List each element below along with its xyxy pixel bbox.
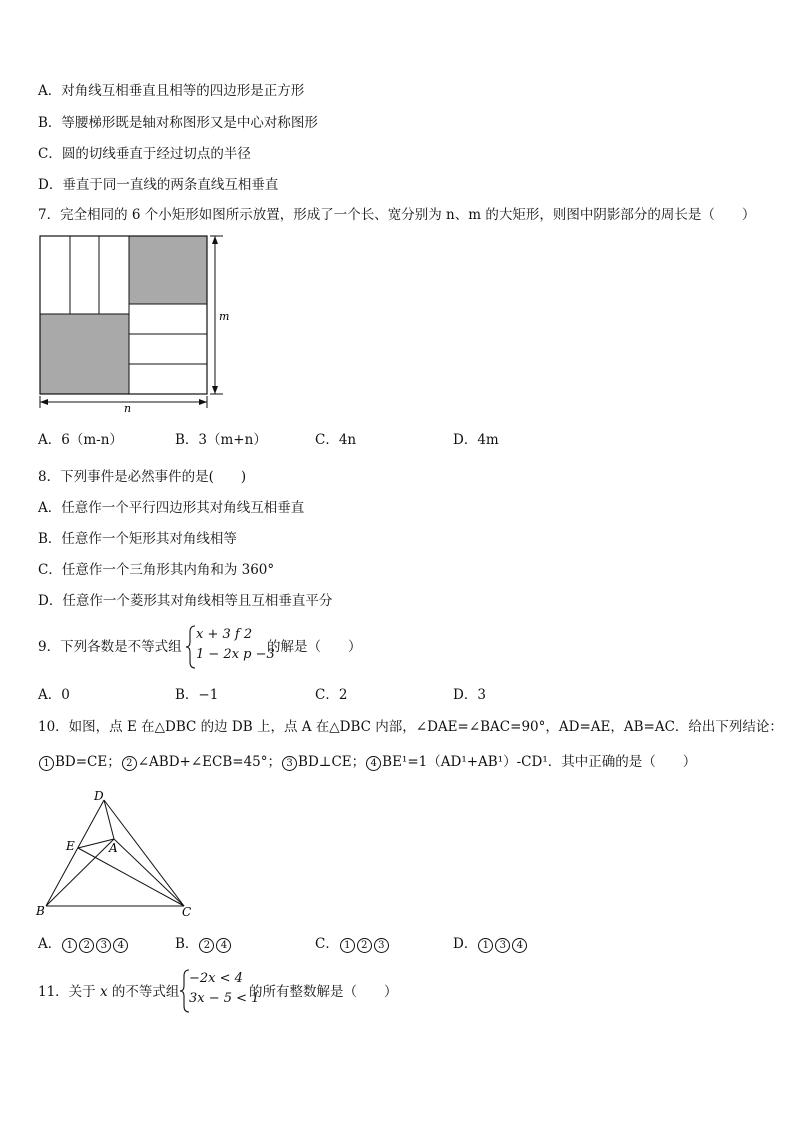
shaded-square-bottom-left bbox=[40, 314, 129, 394]
q10-option-a: A． 1 2 3 4 bbox=[38, 935, 129, 953]
q8-option-c: C．任意作一个三角形其内角和为 360° bbox=[38, 562, 275, 578]
q6-option-b: B．等腰梯形既是轴对称图形又是中心对称图形 bbox=[38, 115, 318, 131]
q10-conclusions bbox=[38, 753, 696, 771]
q9-inequality-1: x + 3 f 2 bbox=[196, 627, 253, 642]
conclusion-4: BE¹=1（AD¹+AB¹）-CD¹．其中正确的是（ ） bbox=[382, 754, 697, 770]
q9-option-b: B．−1 bbox=[175, 687, 219, 703]
label-n: n bbox=[124, 402, 132, 415]
q7-option-c: C．4n bbox=[315, 432, 357, 448]
shaded-square-top-right bbox=[129, 236, 207, 304]
q7-option-b: B．3（m+n） bbox=[175, 432, 267, 448]
conclusion-1: BD=CE； bbox=[55, 754, 121, 770]
q9-option-d: D．3 bbox=[453, 687, 486, 703]
label-D: D bbox=[94, 789, 104, 803]
q8-option-a: A．任意作一个平行四边形其对角线互相垂直 bbox=[38, 500, 305, 516]
q10-stem-1: 10．如图，点 E 在△DBC 的边 DB 上，点 A 在△DBC 内部，∠DAE=∠BAC=90°，AD=AE，AB=AC．给出下列结论： bbox=[38, 719, 783, 735]
q11-stem-after: 的所有整数解是（ ） bbox=[249, 984, 398, 1000]
q11-inequality-2: 3x − 5 < 1 bbox=[189, 991, 260, 1006]
q6-option-a: A．对角线互相垂直且相等的四边形是正方形 bbox=[38, 83, 305, 99]
q8-option-d: D．任意作一个菱形其对角线相等且互相垂直平分 bbox=[38, 593, 333, 609]
q8-option-b: B．任意作一个矩形其对角线相等 bbox=[38, 531, 237, 547]
q8-stem: 8．下列事件是必然事件的是( ) bbox=[38, 469, 247, 485]
q10-option-c: C． 1 2 3 bbox=[315, 935, 390, 953]
circled-3: 3 bbox=[282, 756, 297, 771]
q7-option-d: D．4m bbox=[453, 432, 499, 448]
q9-stem-after: 的解是（ ） bbox=[267, 639, 362, 655]
q9-option-c: C．2 bbox=[315, 687, 348, 703]
q9-option-a: A．0 bbox=[38, 687, 70, 703]
label-A: A bbox=[109, 841, 118, 855]
circled-4: 4 bbox=[366, 756, 381, 771]
q6-option-c: C．圆的切线垂直于经过切点的半径 bbox=[38, 146, 251, 162]
circled-2: 2 bbox=[122, 756, 137, 771]
q9-inequality-2: 1 − 2x p −3 bbox=[196, 647, 275, 662]
label-C: C bbox=[182, 905, 192, 919]
q7-rectangle-figure bbox=[34, 230, 234, 415]
conclusion-2: ∠ABD+∠ECB=45°； bbox=[137, 754, 282, 770]
q7-option-a: A．6（m-n） bbox=[38, 432, 123, 448]
q11-inequality-1: −2x < 4 bbox=[189, 971, 243, 986]
q7-stem: 7．完全相同的 6 个小矩形如图所示放置，形成了一个长、宽分别为 n、m 的大矩形，则图中阴影部分的周长是（ ） bbox=[38, 207, 756, 223]
circled-1: 1 bbox=[39, 756, 54, 771]
label-E: E bbox=[66, 839, 75, 853]
label-m: m bbox=[219, 310, 230, 323]
q10-option-b: B． 2 4 bbox=[175, 935, 232, 953]
q9-stem-before: 9．下列各数是不等式组 bbox=[38, 639, 182, 655]
label-B: B bbox=[36, 904, 45, 918]
conclusion-3: BD⊥CE； bbox=[298, 754, 366, 770]
q11-var-x: x bbox=[99, 984, 108, 1000]
q6-option-d: D．垂直于同一直线的两条直线互相垂直 bbox=[38, 177, 279, 193]
q10-triangle-figure bbox=[34, 786, 204, 921]
q11-stem-before: 11．关于 x 的不等式组 bbox=[38, 984, 180, 1000]
q10-option-d: D． 1 3 4 bbox=[453, 935, 528, 953]
